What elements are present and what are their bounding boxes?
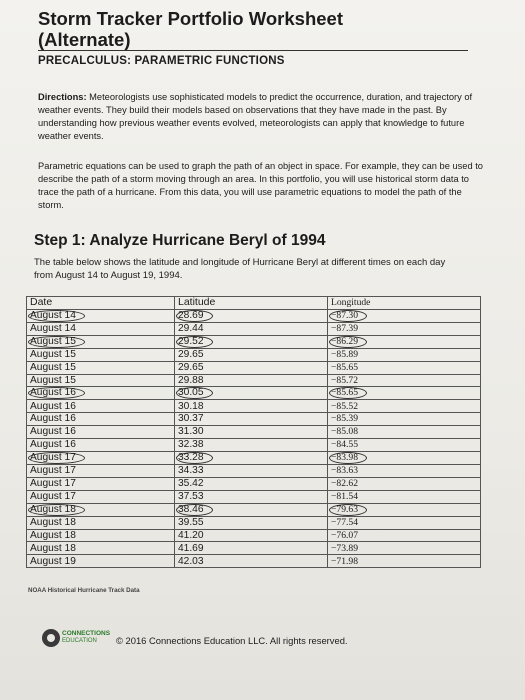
date-cell xyxy=(27,309,175,322)
hurricane-data-table xyxy=(26,296,481,568)
date-cell xyxy=(27,465,175,478)
copyright-text: © 2016 Connections Education LLC. All rights reserved. xyxy=(116,635,348,646)
brand-subname: EDUCATION xyxy=(62,638,97,644)
latitude-cell xyxy=(175,400,328,413)
longitude-cell-value: −77.54 xyxy=(331,516,358,528)
date-cell-value: August 17 xyxy=(30,465,76,477)
latitude-cell xyxy=(175,348,328,361)
longitude-cell xyxy=(328,465,481,478)
date-cell-value: August 15 xyxy=(28,336,85,348)
date-cell-value: August 16 xyxy=(30,426,76,438)
date-cell-value: August 18 xyxy=(28,504,85,516)
table-header-row xyxy=(27,297,481,310)
title-line-1: Storm Tracker Portfolio Worksheet xyxy=(38,8,343,29)
step1-heading: Step 1: Analyze Hurricane Beryl of 1994 xyxy=(34,232,326,249)
date-cell-value: August 16 xyxy=(28,387,85,399)
table-row xyxy=(27,348,481,361)
directions-text: Meteorologists use sophisticated models to predict the occurrence, duration, and trajectory of weather events. They build their models based on observations that they have made in the past. By understanding how previous weather events evolved, meteorologists can apply that knowledge to future weather events. xyxy=(38,92,473,141)
longitude-cell-value: −71.98 xyxy=(331,555,358,567)
longitude-cell-value: −83.63 xyxy=(331,465,358,477)
table-row xyxy=(27,542,481,555)
latitude-cell-value: 30.37 xyxy=(178,413,204,425)
longitude-cell-value: −85.65 xyxy=(329,387,367,399)
date-cell-value: August 14 xyxy=(28,310,85,322)
worksheet-title xyxy=(38,8,478,50)
latitude-cell-value: 29.52 xyxy=(176,336,213,348)
latitude-cell-value: 30.18 xyxy=(178,400,204,412)
source-note: NOAA Historical Hurricane Track Data xyxy=(28,587,140,594)
latitude-cell-value: 31.30 xyxy=(178,426,204,438)
longitude-cell-value: −86.29 xyxy=(329,336,367,348)
date-cell-value: August 15 xyxy=(30,374,76,386)
latitude-cell xyxy=(175,309,328,322)
latitude-cell-value: 37.53 xyxy=(178,490,204,502)
longitude-cell-value: −85.72 xyxy=(331,374,358,386)
date-cell-value: August 16 xyxy=(30,413,76,425)
longitude-cell xyxy=(328,452,481,465)
longitude-cell xyxy=(328,348,481,361)
date-cell xyxy=(27,516,175,529)
latitude-cell xyxy=(175,503,328,516)
longitude-cell-value: −83.98 xyxy=(329,452,367,464)
latitude-cell-value: 30.05 xyxy=(176,387,213,399)
longitude-cell xyxy=(328,542,481,555)
latitude-cell xyxy=(175,542,328,555)
title-line-2: (Alternate) xyxy=(38,29,131,50)
latitude-cell xyxy=(175,477,328,490)
latitude-cell xyxy=(175,374,328,387)
latitude-cell xyxy=(175,465,328,478)
table-row xyxy=(27,503,481,516)
longitude-cell-value: −87.39 xyxy=(331,323,358,335)
directions-label: Directions: xyxy=(38,92,87,102)
date-cell xyxy=(27,477,175,490)
table-row xyxy=(27,490,481,503)
latitude-cell-value: 41.20 xyxy=(178,529,204,541)
directions-paragraph xyxy=(38,91,483,143)
latitude-cell-value: 29.65 xyxy=(178,348,204,360)
latitude-cell-value: 35.42 xyxy=(178,478,204,490)
date-cell xyxy=(27,555,175,568)
table-row xyxy=(27,374,481,387)
table-row xyxy=(27,335,481,348)
table-row xyxy=(27,477,481,490)
course-subtitle: PRECALCULUS: PARAMETRIC FUNCTIONS xyxy=(38,55,285,67)
date-cell xyxy=(27,348,175,361)
brand-name: CONNECTIONS xyxy=(62,630,111,637)
date-cell-value: August 16 xyxy=(30,400,76,412)
latitude-cell-value: 42.03 xyxy=(178,555,204,567)
latitude-cell-value: 33.28 xyxy=(176,452,213,464)
table-row xyxy=(27,361,481,374)
latitude-cell-value: 41.69 xyxy=(178,542,204,554)
longitude-cell-value: −85.39 xyxy=(331,413,358,425)
latitude-cell xyxy=(175,413,328,426)
footer xyxy=(42,629,462,659)
date-cell-value: August 17 xyxy=(28,452,85,464)
latitude-cell-value: 28.69 xyxy=(176,310,213,322)
longitude-cell-value: −79.63 xyxy=(329,504,367,516)
latitude-cell xyxy=(175,490,328,503)
date-cell-value: August 14 xyxy=(30,323,76,335)
table-row xyxy=(27,529,481,542)
latitude-cell-value: 29.88 xyxy=(178,374,204,386)
date-cell-value: August 15 xyxy=(30,348,76,360)
header-latitude: Latitude xyxy=(175,297,328,310)
latitude-cell xyxy=(175,439,328,452)
date-cell xyxy=(27,426,175,439)
subtitle-bar xyxy=(38,50,468,67)
longitude-cell xyxy=(328,400,481,413)
intro-paragraph: Parametric equations can be used to graph the path of an object in space. For example, they can be used to describe the path of a storm moving through an area. In this portfolio, you will use historical storm data to trace the path of a hurricane. From this data, you will use parametric equations to model the path of the storm. xyxy=(38,161,483,210)
longitude-cell-value: −73.89 xyxy=(331,542,358,554)
longitude-cell xyxy=(328,555,481,568)
latitude-cell xyxy=(175,529,328,542)
latitude-cell xyxy=(175,387,328,400)
longitude-cell xyxy=(328,516,481,529)
longitude-cell xyxy=(328,374,481,387)
date-cell-value: August 19 xyxy=(30,555,76,567)
date-cell xyxy=(27,529,175,542)
step1-description: The table below shows the latitude and longitude of Hurricane Beryl at different times on each day from August 14 to August 19, 1994. xyxy=(34,257,446,281)
date-cell xyxy=(27,490,175,503)
date-cell-value: August 15 xyxy=(30,361,76,373)
longitude-cell-value: −85.52 xyxy=(331,400,358,412)
latitude-cell xyxy=(175,335,328,348)
longitude-cell xyxy=(328,322,481,335)
latitude-cell xyxy=(175,426,328,439)
longitude-cell xyxy=(328,439,481,452)
longitude-cell xyxy=(328,335,481,348)
latitude-cell-value: 32.38 xyxy=(178,439,204,451)
table-row xyxy=(27,426,481,439)
date-cell xyxy=(27,452,175,465)
latitude-cell-value: 29.44 xyxy=(178,323,204,335)
date-cell xyxy=(27,400,175,413)
date-cell-value: August 18 xyxy=(30,529,76,541)
longitude-cell xyxy=(328,503,481,516)
table-row xyxy=(27,439,481,452)
date-cell xyxy=(27,542,175,555)
date-cell xyxy=(27,439,175,452)
latitude-cell-value: 29.65 xyxy=(178,361,204,373)
date-cell-value: August 17 xyxy=(30,490,76,502)
table-row xyxy=(27,555,481,568)
longitude-cell-value: −87.30 xyxy=(329,310,367,322)
date-cell xyxy=(27,503,175,516)
table-row xyxy=(27,516,481,529)
latitude-cell xyxy=(175,452,328,465)
date-cell xyxy=(27,413,175,426)
longitude-cell xyxy=(328,529,481,542)
date-cell-value: August 18 xyxy=(30,542,76,554)
table-row xyxy=(27,400,481,413)
date-cell-value: August 17 xyxy=(30,478,76,490)
table-row xyxy=(27,309,481,322)
date-cell xyxy=(27,335,175,348)
header-date: Date xyxy=(27,297,175,310)
latitude-cell-value: 38.46 xyxy=(176,504,213,516)
latitude-cell xyxy=(175,516,328,529)
latitude-cell-value: 39.55 xyxy=(178,516,204,528)
longitude-cell-value: −85.65 xyxy=(331,361,358,373)
table-row xyxy=(27,413,481,426)
longitude-cell-value: −85.08 xyxy=(331,426,358,438)
date-cell xyxy=(27,361,175,374)
latitude-cell xyxy=(175,322,328,335)
date-cell-value: August 18 xyxy=(30,516,76,528)
date-cell xyxy=(27,374,175,387)
table-row xyxy=(27,387,481,400)
header-longitude: Longitude xyxy=(328,297,481,310)
table-row xyxy=(27,452,481,465)
latitude-cell-value: 34.33 xyxy=(178,465,204,477)
longitude-cell xyxy=(328,361,481,374)
longitude-cell xyxy=(328,490,481,503)
date-cell xyxy=(27,387,175,400)
longitude-cell-value: −85.89 xyxy=(331,348,358,360)
table-row xyxy=(27,465,481,478)
table-row xyxy=(27,322,481,335)
date-cell-value: August 16 xyxy=(30,439,76,451)
latitude-cell xyxy=(175,361,328,374)
longitude-cell xyxy=(328,477,481,490)
latitude-cell xyxy=(175,555,328,568)
longitude-cell xyxy=(328,387,481,400)
longitude-cell xyxy=(328,309,481,322)
longitude-cell xyxy=(328,426,481,439)
table-body xyxy=(27,309,481,567)
longitude-cell-value: −76.07 xyxy=(331,529,358,541)
longitude-cell-value: −82.62 xyxy=(331,478,358,490)
connections-logo-icon xyxy=(42,629,60,647)
longitude-cell-value: −84.55 xyxy=(331,439,358,451)
longitude-cell xyxy=(328,413,481,426)
date-cell xyxy=(27,322,175,335)
longitude-cell-value: −81.54 xyxy=(331,490,358,502)
